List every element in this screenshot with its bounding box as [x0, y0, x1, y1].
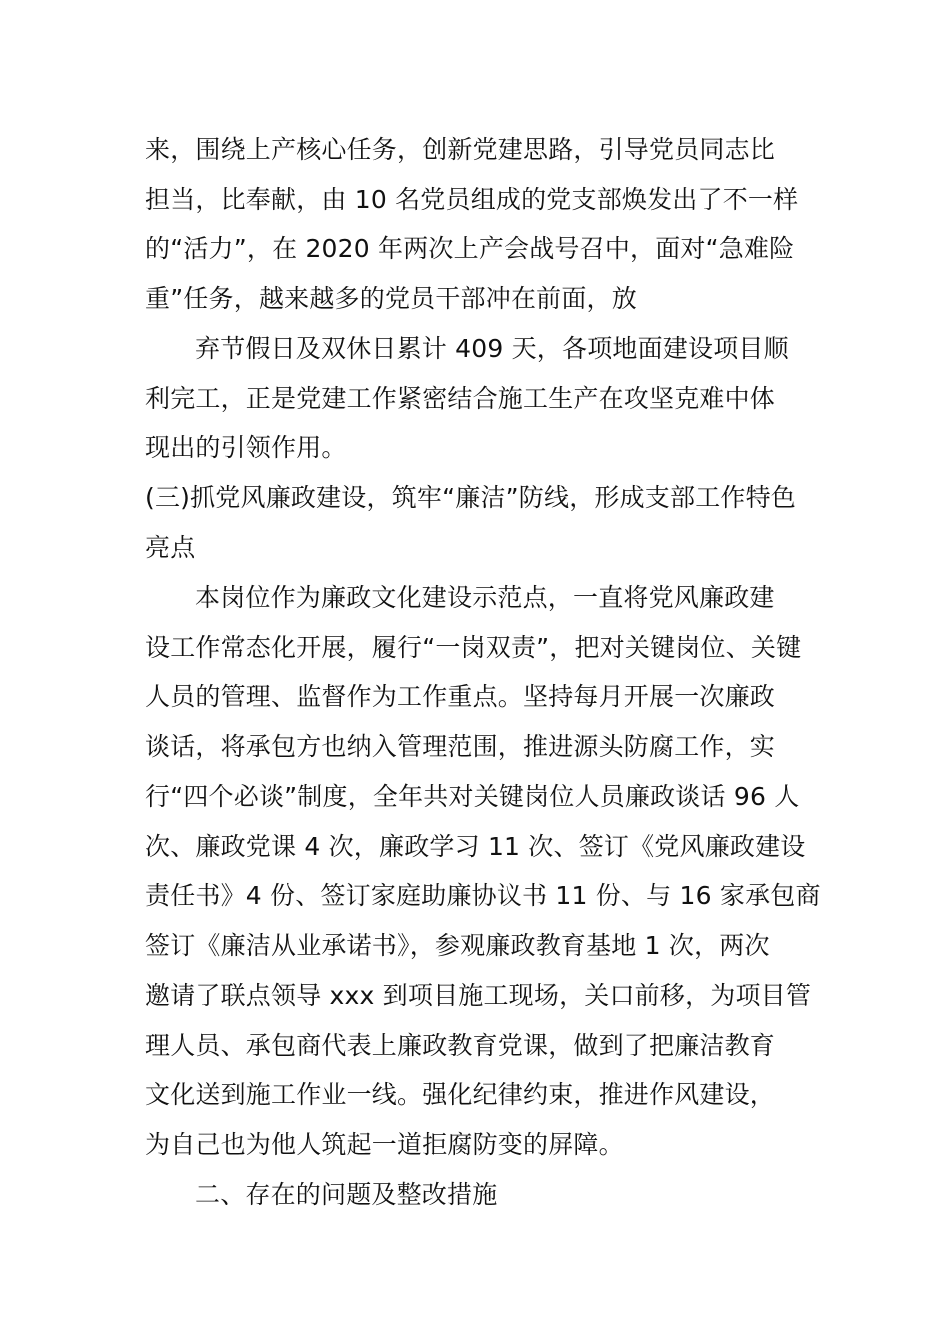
- paragraph-first-line: 弃节假日及双休日累计 409 天，各项地面建设项目顺: [195, 334, 789, 363]
- text-line: 的“活力”，在 2020 年两次上产会战号召中，面对“急难险: [145, 234, 795, 263]
- text-line: 责任书》4 份、签订家庭助廉协议书 11 份、与 16 家承包商: [145, 881, 821, 910]
- text-line: 文化送到施工作业一线。强化纪律约束，推进作风建设，: [145, 1080, 776, 1109]
- text-line: 签订《廉洁从业承诺书》，参观廉政教育基地 1 次，两次: [145, 931, 770, 960]
- section-heading: 二、存在的问题及整改措施: [195, 1180, 498, 1209]
- text-line: 现出的引领作用。: [145, 433, 347, 462]
- paragraph-first-line: 本岗位作为廉政文化建设示范点，一直将党风廉政建: [195, 583, 775, 612]
- text-line: 行“四个必谈”制度，全年共对关键岗位人员廉政谈话 96 人: [145, 782, 800, 811]
- text-line: 设工作常态化开展，履行“一岗双责”，把对关键岗位、关键: [145, 633, 802, 662]
- text-line: 重”任务，越来越多的党员干部冲在前面，放: [145, 284, 637, 313]
- text-line: 为自己也为他人筑起一道拒腐防变的屏障。: [145, 1130, 624, 1159]
- text-line: 次、廉政党课 4 次，廉政学习 11 次、签订《党风廉政建设: [145, 832, 806, 861]
- text-line: 来，围绕上产核心任务，创新党建思路，引导党员同志比: [145, 135, 776, 164]
- text-line: 人员的管理、监督作为工作重点。坚持每月开展一次廉政: [145, 682, 776, 711]
- text-line: 利完工，正是党建工作紧密结合施工生产在攻坚克难中体: [145, 384, 776, 413]
- text-line: 担当，比奉献，由 10 名党员组成的党支部焕发出了不一样: [145, 185, 799, 214]
- text-line: 理人员、承包商代表上廉政教育党课，做到了把廉洁教育: [145, 1031, 776, 1060]
- section-heading-continuation: 亮点: [145, 533, 196, 562]
- section-heading: (三)抓党风廉政建设，筑牢“廉洁”防线，形成支部工作特色: [145, 483, 797, 512]
- text-line: 谈话，将承包方也纳入管理范围，推进源头防腐工作，实: [145, 732, 776, 761]
- text-line: 邀请了联点领导 xxx 到项目施工现场，关口前移，为项目管: [145, 981, 812, 1010]
